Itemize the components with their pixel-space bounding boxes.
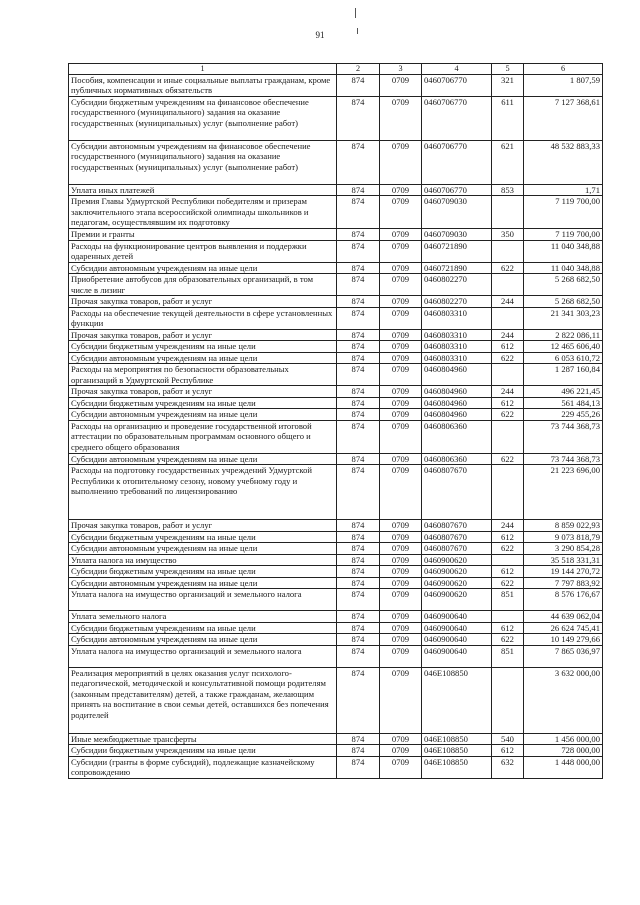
row-expense-type-cell: 622 [492, 543, 524, 554]
row-admin-code-cell: 874 [337, 75, 380, 97]
row-section-cell: 0709 [380, 262, 422, 273]
row-amount-cell: 1 456 000,00 [524, 733, 603, 744]
row-section-cell: 0709 [380, 420, 422, 453]
row-amount-cell: 7 119 700,00 [524, 229, 603, 240]
row-expense-type-cell [492, 611, 524, 622]
row-admin-code-cell: 874 [337, 341, 380, 352]
table-row [69, 397, 603, 408]
table-row [69, 465, 603, 520]
row-expense-type-cell: 612 [492, 397, 524, 408]
row-expense-type-cell: 612 [492, 531, 524, 542]
row-amount-cell: 3 290 854,28 [524, 543, 603, 554]
row-expense-type-cell: 622 [492, 262, 524, 273]
row-amount-cell: 7 127 368,61 [524, 97, 603, 141]
row-section-cell: 0709 [380, 75, 422, 97]
row-name-cell: Субсидии автономным учреждениям на иные цели [69, 453, 337, 464]
row-target-article-cell: 046E108850 [422, 756, 492, 778]
row-target-article-cell: 0460804960 [422, 397, 492, 408]
row-admin-code-cell: 874 [337, 240, 380, 262]
table-row [69, 566, 603, 577]
row-amount-cell: 5 268 682,50 [524, 274, 603, 296]
row-target-article-cell: 0460900620 [422, 554, 492, 565]
row-expense-type-cell: 632 [492, 756, 524, 778]
row-expense-type-cell: 622 [492, 634, 524, 645]
row-name-cell: Расходы на мероприятия по безопасности образовательных организаций в Удмуртской Республике [69, 364, 337, 386]
row-admin-code-cell: 874 [337, 397, 380, 408]
row-amount-cell: 11 040 348,88 [524, 262, 603, 273]
row-section-cell: 0709 [380, 240, 422, 262]
row-admin-code-cell: 874 [337, 262, 380, 273]
row-expense-type-cell: 612 [492, 745, 524, 756]
row-admin-code-cell: 874 [337, 185, 380, 196]
row-target-article-cell: 0460804960 [422, 409, 492, 420]
row-target-article-cell: 0460806360 [422, 420, 492, 453]
table-row [69, 634, 603, 645]
table-row [69, 141, 603, 185]
row-name-cell: Субсидии бюджетным учреждениям на финансовое обеспечение государственного (муниципального) задания на оказание государственных (муниципальных) услуг (выполнение работ) [69, 97, 337, 141]
table-body [69, 75, 603, 779]
table-row [69, 589, 603, 611]
row-target-article-cell: 0460807670 [422, 520, 492, 531]
row-name-cell: Пособия, компенсации и иные социальные выплаты гражданам, кроме публичных нормативных обязательств [69, 75, 337, 97]
row-target-article-cell: 0460706770 [422, 185, 492, 196]
table-row [69, 341, 603, 352]
header-cell: 6 [524, 64, 603, 75]
row-amount-cell: 1 287 160,84 [524, 364, 603, 386]
row-section-cell: 0709 [380, 97, 422, 141]
row-name-cell: Субсидии автономным учреждениям на иные цели [69, 577, 337, 588]
row-section-cell: 0709 [380, 386, 422, 397]
row-name-cell: Премии и гранты [69, 229, 337, 240]
row-target-article-cell: 0460803310 [422, 341, 492, 352]
row-target-article-cell: 0460807670 [422, 543, 492, 554]
row-amount-cell: 2 822 086,11 [524, 329, 603, 340]
row-section-cell: 0709 [380, 745, 422, 756]
row-amount-cell: 9 073 818,79 [524, 531, 603, 542]
row-name-cell: Субсидии бюджетным учреждениям на иные цели [69, 745, 337, 756]
row-expense-type-cell: 612 [492, 622, 524, 633]
row-name-cell: Субсидии автономным учреждениям на финансовое обеспечение государственного (муниципального) задания на оказание государственных (муниципальных) услуг (выполнение работ) [69, 141, 337, 185]
row-section-cell: 0709 [380, 196, 422, 229]
row-amount-cell: 7 119 700,00 [524, 196, 603, 229]
row-target-article-cell: 0460900640 [422, 611, 492, 622]
budget-table [68, 63, 603, 779]
row-amount-cell: 5 268 682,50 [524, 296, 603, 307]
table-row [69, 645, 603, 667]
row-amount-cell: 48 532 883,33 [524, 141, 603, 185]
table-row [69, 622, 603, 633]
row-target-article-cell: 0460900640 [422, 645, 492, 667]
row-section-cell: 0709 [380, 453, 422, 464]
row-section-cell: 0709 [380, 341, 422, 352]
row-expense-type-cell: 622 [492, 453, 524, 464]
row-section-cell: 0709 [380, 622, 422, 633]
table-row [69, 329, 603, 340]
row-amount-cell: 1 448 000,00 [524, 756, 603, 778]
row-section-cell: 0709 [380, 611, 422, 622]
table-row [69, 733, 603, 744]
table-row [69, 520, 603, 531]
row-target-article-cell: 0460900640 [422, 634, 492, 645]
row-expense-type-cell [492, 420, 524, 453]
row-section-cell: 0709 [380, 141, 422, 185]
row-name-cell: Уплата иных платежей [69, 185, 337, 196]
row-expense-type-cell: 244 [492, 520, 524, 531]
row-amount-cell: 3 632 000,00 [524, 667, 603, 733]
row-expense-type-cell: 611 [492, 97, 524, 141]
row-amount-cell: 7 797 883,92 [524, 577, 603, 588]
table-row [69, 229, 603, 240]
row-section-cell: 0709 [380, 185, 422, 196]
row-target-article-cell: 0460807670 [422, 465, 492, 520]
row-name-cell: Уплата земельного налога [69, 611, 337, 622]
row-name-cell: Прочая закупка товаров, работ и услуг [69, 296, 337, 307]
row-section-cell: 0709 [380, 756, 422, 778]
row-name-cell: Прочая закупка товаров, работ и услуг [69, 520, 337, 531]
row-admin-code-cell: 874 [337, 611, 380, 622]
row-amount-cell: 19 144 270,72 [524, 566, 603, 577]
row-section-cell: 0709 [380, 554, 422, 565]
table-row [69, 262, 603, 273]
row-expense-type-cell: 851 [492, 589, 524, 611]
header-cell: 4 [422, 64, 492, 75]
row-target-article-cell: 0460709030 [422, 196, 492, 229]
row-section-cell: 0709 [380, 329, 422, 340]
row-target-article-cell: 0460802270 [422, 274, 492, 296]
row-amount-cell: 496 221,45 [524, 386, 603, 397]
table-row [69, 543, 603, 554]
row-expense-type-cell [492, 196, 524, 229]
table-row [69, 97, 603, 141]
row-amount-cell: 21 223 696,00 [524, 465, 603, 520]
row-target-article-cell: 0460804960 [422, 364, 492, 386]
row-expense-type-cell [492, 364, 524, 386]
row-admin-code-cell: 874 [337, 667, 380, 733]
row-amount-cell: 8 859 022,93 [524, 520, 603, 531]
row-admin-code-cell: 874 [337, 745, 380, 756]
row-name-cell: Субсидии бюджетным учреждениям на иные цели [69, 531, 337, 542]
row-amount-cell: 7 865 036,97 [524, 645, 603, 667]
row-target-article-cell: 046E108850 [422, 733, 492, 744]
row-admin-code-cell: 874 [337, 97, 380, 141]
row-expense-type-cell: 612 [492, 341, 524, 352]
row-name-cell: Уплата налога на имущество [69, 554, 337, 565]
row-section-cell: 0709 [380, 543, 422, 554]
row-expense-type-cell: 244 [492, 296, 524, 307]
table-row [69, 745, 603, 756]
row-admin-code-cell: 874 [337, 420, 380, 453]
row-amount-cell: 728 000,00 [524, 745, 603, 756]
row-name-cell: Расходы на подготовку государственных учреждений Удмуртской Республики к отопительному сезону, новому учебному году и выполнению требований по лицензированию [69, 465, 337, 520]
row-target-article-cell: 0460900620 [422, 577, 492, 588]
row-amount-cell: 12 465 606,40 [524, 341, 603, 352]
row-target-article-cell: 0460803310 [422, 307, 492, 329]
row-expense-type-cell: 540 [492, 733, 524, 744]
row-section-cell: 0709 [380, 465, 422, 520]
row-section-cell: 0709 [380, 397, 422, 408]
table-row [69, 240, 603, 262]
row-amount-cell: 561 484,13 [524, 397, 603, 408]
row-admin-code-cell: 874 [337, 229, 380, 240]
row-section-cell: 0709 [380, 409, 422, 420]
row-name-cell: Прочая закупка товаров, работ и услуг [69, 329, 337, 340]
row-name-cell: Расходы на функционирование центров выявления и поддержки одаренных детей [69, 240, 337, 262]
table-row [69, 420, 603, 453]
row-section-cell: 0709 [380, 634, 422, 645]
table-row [69, 75, 603, 97]
row-name-cell: Субсидии автономным учреждениям на иные цели [69, 409, 337, 420]
row-target-article-cell: 0460721890 [422, 240, 492, 262]
row-admin-code-cell: 874 [337, 645, 380, 667]
row-name-cell: Субсидии бюджетным учреждениям на иные цели [69, 397, 337, 408]
table-row [69, 577, 603, 588]
row-name-cell: Премия Главы Удмуртской Республики победителям и призерам заключительного этапа всероссийской олимпиады школьников и педагогам, осуществлявшим их подготовку [69, 196, 337, 229]
row-section-cell: 0709 [380, 364, 422, 386]
row-expense-type-cell: 612 [492, 566, 524, 577]
table-header-row [69, 64, 603, 75]
row-target-article-cell: 046E108850 [422, 745, 492, 756]
row-section-cell: 0709 [380, 733, 422, 744]
row-target-article-cell: 0460706770 [422, 75, 492, 97]
row-expense-type-cell: 321 [492, 75, 524, 97]
header-cell: 1 [69, 64, 337, 75]
row-name-cell: Уплата налога на имущество организаций и земельного налога [69, 645, 337, 667]
row-amount-cell: 44 639 062,04 [524, 611, 603, 622]
row-name-cell: Субсидии автономным учреждениям на иные цели [69, 352, 337, 363]
table-row [69, 453, 603, 464]
row-admin-code-cell: 874 [337, 409, 380, 420]
row-name-cell: Субсидии бюджетным учреждениям на иные цели [69, 341, 337, 352]
row-name-cell: Субсидии бюджетным учреждениям на иные цели [69, 566, 337, 577]
row-expense-type-cell: 350 [492, 229, 524, 240]
table-row [69, 531, 603, 542]
row-name-cell: Расходы на организацию и проведение государственной итоговой аттестации по образовательным программам основного общего и среднего общего образования [69, 420, 337, 453]
row-admin-code-cell: 874 [337, 756, 380, 778]
row-name-cell: Субсидии бюджетным учреждениям на иные цели [69, 622, 337, 633]
row-admin-code-cell: 874 [337, 520, 380, 531]
row-name-cell: Субсидии (гранты в форме субсидий), подлежащие казначейскому сопровождению [69, 756, 337, 778]
table-row [69, 364, 603, 386]
row-amount-cell: 1 807,59 [524, 75, 603, 97]
row-expense-type-cell [492, 307, 524, 329]
row-expense-type-cell: 244 [492, 386, 524, 397]
row-target-article-cell: 0460900620 [422, 566, 492, 577]
row-admin-code-cell: 874 [337, 364, 380, 386]
row-section-cell: 0709 [380, 352, 422, 363]
table-row [69, 274, 603, 296]
row-expense-type-cell: 853 [492, 185, 524, 196]
row-target-article-cell: 0460709030 [422, 229, 492, 240]
row-section-cell: 0709 [380, 531, 422, 542]
page-number: 91 [315, 30, 325, 40]
row-admin-code-cell: 874 [337, 622, 380, 633]
row-section-cell: 0709 [380, 566, 422, 577]
row-target-article-cell: 0460721890 [422, 262, 492, 273]
row-admin-code-cell: 874 [337, 141, 380, 185]
row-expense-type-cell: 622 [492, 352, 524, 363]
row-section-cell: 0709 [380, 307, 422, 329]
row-target-article-cell: 0460900620 [422, 589, 492, 611]
row-amount-cell: 21 341 303,23 [524, 307, 603, 329]
row-amount-cell: 10 149 279,66 [524, 634, 603, 645]
row-admin-code-cell: 874 [337, 543, 380, 554]
row-amount-cell: 11 040 348,88 [524, 240, 603, 262]
header-cell: 3 [380, 64, 422, 75]
row-name-cell: Субсидии автономным учреждениям на иные цели [69, 262, 337, 273]
row-target-article-cell: 046E108850 [422, 667, 492, 733]
row-admin-code-cell: 874 [337, 296, 380, 307]
table-row [69, 667, 603, 733]
row-amount-cell: 73 744 368,73 [524, 453, 603, 464]
row-expense-type-cell: 622 [492, 409, 524, 420]
row-admin-code-cell: 874 [337, 577, 380, 588]
row-admin-code-cell: 874 [337, 589, 380, 611]
row-expense-type-cell [492, 465, 524, 520]
row-target-article-cell: 0460806360 [422, 453, 492, 464]
row-section-cell: 0709 [380, 577, 422, 588]
row-name-cell: Иные межбюджетные трансферты [69, 733, 337, 744]
row-target-article-cell: 0460706770 [422, 141, 492, 185]
row-admin-code-cell: 874 [337, 554, 380, 565]
row-admin-code-cell: 874 [337, 531, 380, 542]
row-admin-code-cell: 874 [337, 386, 380, 397]
row-admin-code-cell: 874 [337, 329, 380, 340]
table-row [69, 386, 603, 397]
row-admin-code-cell: 874 [337, 307, 380, 329]
table-row [69, 611, 603, 622]
row-expense-type-cell [492, 240, 524, 262]
row-admin-code-cell: 874 [337, 352, 380, 363]
row-name-cell: Уплата налога на имущество организаций и земельного налога [69, 589, 337, 611]
row-target-article-cell: 0460803310 [422, 352, 492, 363]
row-section-cell: 0709 [380, 274, 422, 296]
table-row [69, 409, 603, 420]
row-admin-code-cell: 874 [337, 733, 380, 744]
row-expense-type-cell: 244 [492, 329, 524, 340]
row-amount-cell: 35 518 331,31 [524, 554, 603, 565]
row-admin-code-cell: 874 [337, 274, 380, 296]
row-admin-code-cell: 874 [337, 465, 380, 520]
table-row [69, 307, 603, 329]
row-target-article-cell: 0460900640 [422, 622, 492, 633]
table-row [69, 756, 603, 778]
row-expense-type-cell: 621 [492, 141, 524, 185]
row-admin-code-cell: 874 [337, 196, 380, 229]
row-section-cell: 0709 [380, 229, 422, 240]
row-name-cell: Приобретение автобусов для образовательных организаций, в том числе в лизинг [69, 274, 337, 296]
row-expense-type-cell [492, 274, 524, 296]
row-amount-cell: 8 576 176,67 [524, 589, 603, 611]
table-row [69, 554, 603, 565]
header-cell: 5 [492, 64, 524, 75]
row-admin-code-cell: 874 [337, 634, 380, 645]
row-expense-type-cell: 622 [492, 577, 524, 588]
row-target-article-cell: 0460804960 [422, 386, 492, 397]
row-name-cell: Субсидии автономным учреждениям на иные цели [69, 634, 337, 645]
table-row [69, 352, 603, 363]
row-expense-type-cell [492, 667, 524, 733]
row-target-article-cell: 0460803310 [422, 329, 492, 340]
row-amount-cell: 229 455,26 [524, 409, 603, 420]
row-name-cell: Реализация мероприятий в целях оказания услуг психолого-педагогической, методической и консультативной помощи родителям (законным представителям) детей, а также гражданам, желающим принять на воспитание в свои семьи детей, оставшихся без попечения родителей [69, 667, 337, 733]
row-target-article-cell: 0460802270 [422, 296, 492, 307]
row-section-cell: 0709 [380, 296, 422, 307]
row-expense-type-cell: 851 [492, 645, 524, 667]
scan-mark [355, 8, 356, 18]
row-amount-cell: 26 624 745,41 [524, 622, 603, 633]
row-target-article-cell: 0460807670 [422, 531, 492, 542]
row-section-cell: 0709 [380, 645, 422, 667]
row-section-cell: 0709 [380, 667, 422, 733]
row-section-cell: 0709 [380, 520, 422, 531]
row-target-article-cell: 0460706770 [422, 97, 492, 141]
row-name-cell: Расходы на обеспечение текущей деятельности в сфере установленных функции [69, 307, 337, 329]
table-row [69, 296, 603, 307]
row-amount-cell: 1,71 [524, 185, 603, 196]
header-cell: 2 [337, 64, 380, 75]
row-name-cell: Прочая закупка товаров, работ и услуг [69, 386, 337, 397]
row-amount-cell: 6 053 610,72 [524, 352, 603, 363]
row-name-cell: Субсидии автономным учреждениям на иные цели [69, 543, 337, 554]
row-admin-code-cell: 874 [337, 566, 380, 577]
row-admin-code-cell: 874 [337, 453, 380, 464]
table-row [69, 196, 603, 229]
row-section-cell: 0709 [380, 589, 422, 611]
row-amount-cell: 73 744 368,73 [524, 420, 603, 453]
table-row [69, 185, 603, 196]
row-expense-type-cell [492, 554, 524, 565]
